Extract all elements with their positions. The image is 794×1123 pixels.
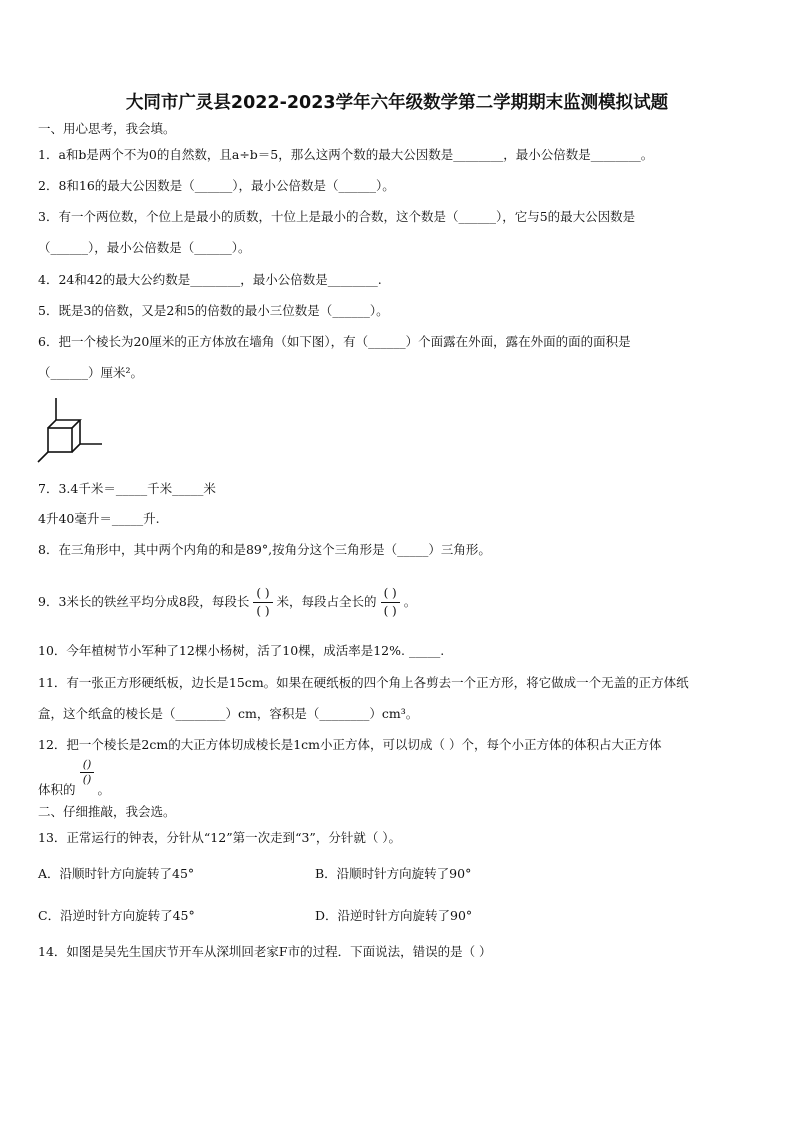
question-6-line-1: 6．把一个棱长为20厘米的正方体放在墙角（如下图），有（______）个面露在外面，露在外面的面的面积是 xyxy=(38,334,631,349)
question-4: 4．24和42的最大公约数是________，最小公倍数是________. xyxy=(38,272,382,287)
section-2-heading: 二、仔细推敲，我会选。 xyxy=(38,804,176,819)
question-9-part-1: 9．3米长的铁丝平均分成8段，每段长 xyxy=(38,594,250,609)
fraction-denominator: () xyxy=(82,773,92,786)
question-12-prefix: 体积的 xyxy=(38,782,76,797)
option-b[interactable]: B．沿顺时针方向旋转了90° xyxy=(315,866,472,881)
question-14: 14．如图是吴先生国庆节开车从深圳回老家F市的过程．下面说法，错误的是（ ） xyxy=(38,944,492,959)
question-13: 13．正常运行的钟表，分针从“12”第一次走到“3”，分针就（ ）。 xyxy=(38,830,402,845)
exam-title: 大同市广灵县2022-2023学年六年级数学第二学期期末监测模拟试题 xyxy=(125,93,669,113)
fraction-denominator: ( ) xyxy=(256,604,270,618)
option-d[interactable]: D．沿逆时针方向旋转了90° xyxy=(315,908,473,923)
question-8: 8．在三角形中，其中两个内角的和是89°,按角分这个三角形是（_____）三角形。 xyxy=(38,542,491,557)
fraction-blank-2 xyxy=(381,586,400,619)
fraction-numerator: ( ) xyxy=(256,586,270,600)
question-11-line-1: 11．有一张正方形硬纸板，边长是15cm。如果在硬纸板的四个角上各剪去一个正方形，将它做成一个无盖的正方体纸 xyxy=(38,675,689,690)
question-9 xyxy=(38,582,416,622)
question-2: 2．8和16的最大公因数是（______），最小公倍数是（______）。 xyxy=(38,178,395,193)
section-1-heading: 一、用心思考，我会填。 xyxy=(38,121,176,136)
question-11-line-2: 盒，这个纸盒的棱长是（________）cm，容积是（________）cm³。 xyxy=(38,706,419,721)
option-a[interactable]: A．沿顺时针方向旋转了45° xyxy=(38,866,195,881)
fraction-numerator: () xyxy=(82,758,92,771)
question-10: 10．今年植树节小军种了12棵小杨树，活了10棵，成活率是12%. _____. xyxy=(38,643,445,658)
fraction-blank-1 xyxy=(253,586,272,619)
question-5: 5．既是3的倍数，又是2和5的倍数的最小三位数是（______）。 xyxy=(38,303,389,318)
cube-in-corner-figure xyxy=(36,396,106,464)
question-3-line-1: 3．有一个两位数，个位上是最小的质数，十位上是最小的合数，这个数是（______），它与5的最大公因数是 xyxy=(38,209,636,224)
question-3-line-2: （______），最小公倍数是（______）。 xyxy=(38,240,251,255)
question-6-line-2: （______）厘米²。 xyxy=(38,365,144,380)
question-1: 1．a和b是两个不为0的自然数，且a÷b＝5，那么这两个数的最大公因数是________，最小公倍数是________。 xyxy=(38,147,654,162)
question-12-line-1: 12．把一个棱长是2cm的大正方体切成棱长是1cm小正方体，可以切成（ ）个，每个小正方体的体积占大正方体 xyxy=(38,737,662,752)
fraction-denominator: ( ) xyxy=(383,604,397,618)
option-c[interactable]: C．沿逆时针方向旋转了45° xyxy=(38,908,195,923)
question-7-line-2: 4升40毫升＝_____升. xyxy=(38,511,160,526)
question-12-end: 。 xyxy=(97,782,111,797)
question-7-line-1: 7．3.4千米＝_____千米_____米 xyxy=(38,481,216,496)
question-9-part-2: 米，每段占全长的 xyxy=(276,594,377,609)
question-9-part-3: 。 xyxy=(403,594,417,609)
fraction-numerator: ( ) xyxy=(383,586,397,600)
question-12-line-2 xyxy=(38,781,110,799)
